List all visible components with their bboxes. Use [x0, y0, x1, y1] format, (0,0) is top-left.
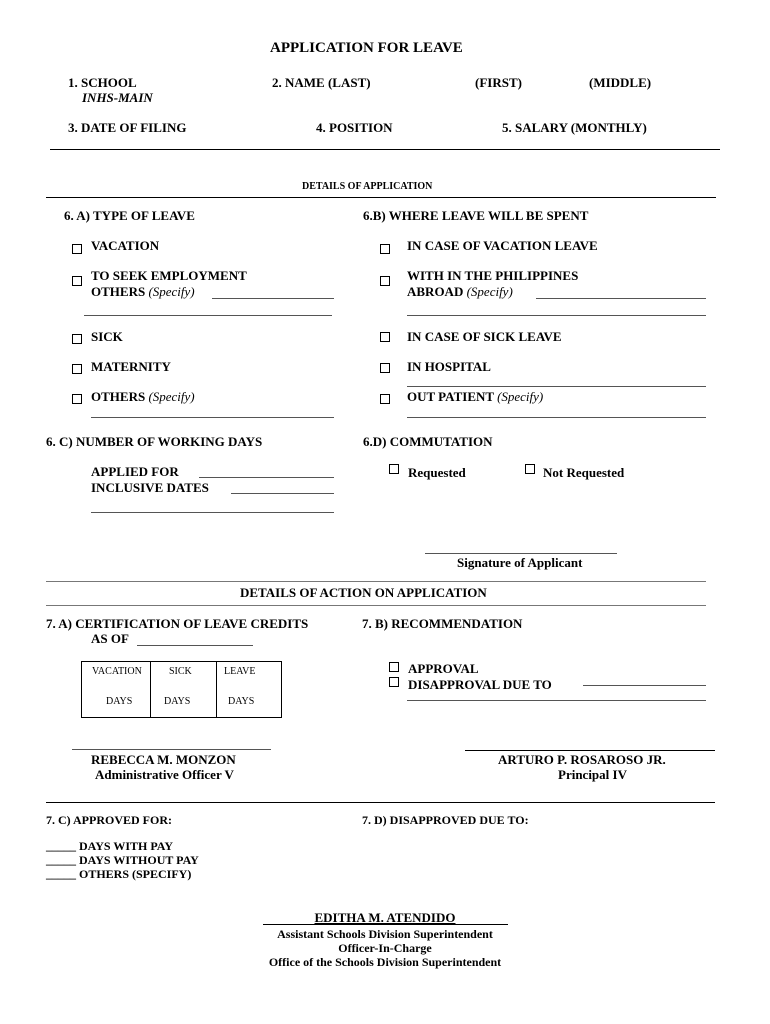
hospital-checkbox[interactable]	[380, 363, 390, 373]
atendido-title-2: Officer-In-Charge	[338, 941, 432, 955]
abroad-row	[407, 284, 513, 300]
as-of-field[interactable]	[137, 645, 253, 646]
school-label: 1. SCHOOL	[68, 75, 137, 90]
applicant-signature-line[interactable]	[425, 553, 617, 554]
others2-specify-field[interactable]	[91, 417, 334, 418]
sick-case-label: IN CASE OF SICK LEAVE	[407, 329, 562, 344]
not-requested-checkbox[interactable]	[525, 464, 535, 474]
sick-days: DAYS	[164, 696, 191, 707]
approval-label: APPROVAL	[408, 661, 479, 676]
vacation-case-label: IN CASE OF VACATION LEAVE	[407, 238, 598, 253]
commutation-heading: 6.D) COMMUTATION	[363, 434, 493, 449]
monzon-signature-line	[72, 749, 271, 750]
others-checkbox[interactable]	[72, 394, 82, 404]
others-specify-field[interactable]	[212, 298, 334, 299]
applied-for-field[interactable]	[199, 477, 334, 478]
school-value: INHS-MAIN	[82, 90, 153, 105]
as-of-label: AS OF	[91, 631, 129, 646]
atendido-name: EDITHA M. ATENDIDO	[314, 910, 456, 925]
divider	[46, 802, 715, 803]
days-without-pay: _____ DAYS WITHOUT PAY	[46, 853, 199, 867]
out-patient-row	[407, 389, 543, 405]
seek-employment-checkbox[interactable]	[72, 276, 82, 286]
approval-checkbox[interactable]	[389, 662, 399, 672]
out-patient-checkbox[interactable]	[380, 394, 390, 404]
others2-row	[91, 389, 195, 405]
disapproval-label: DISAPPROVAL DUE TO	[408, 677, 552, 692]
vacation-case-checkbox[interactable]	[380, 244, 390, 254]
requested-label: Requested	[408, 465, 466, 480]
name-first-label: (FIRST)	[475, 75, 522, 90]
rosaroso-name: ARTURO P. ROSAROSO JR.	[498, 752, 666, 767]
abroad-specify-field[interactable]	[536, 298, 706, 299]
maternity-checkbox[interactable]	[72, 364, 82, 374]
abroad-label: ABROAD	[407, 284, 464, 299]
applied-for-label: APPLIED FOR	[91, 464, 179, 479]
out-patient-label: OUT PATIENT	[407, 389, 494, 404]
position-label: 4. POSITION	[316, 120, 393, 135]
inclusive-dates-field[interactable]	[231, 493, 334, 494]
disapproval-reason-field[interactable]	[583, 685, 706, 686]
leave-col-header: LEAVE	[224, 666, 256, 677]
details-title: DETAILS OF APPLICATION	[302, 181, 433, 192]
specify-label: (Specify)	[148, 389, 195, 404]
leave-days: DAYS	[228, 696, 255, 707]
sick-label: SICK	[91, 329, 123, 344]
maternity-label: MATERNITY	[91, 359, 171, 374]
others-label: OTHERS	[91, 284, 146, 299]
out-patient-field[interactable]	[407, 417, 706, 418]
inclusive-dates-field-2[interactable]	[91, 512, 334, 513]
specify-label: (Specify)	[466, 284, 513, 299]
others-specify-approved: _____ OTHERS (SPECIFY)	[46, 867, 192, 881]
hospital-field[interactable]	[407, 386, 706, 387]
form-title: APPLICATION FOR LEAVE	[270, 40, 463, 56]
vacation-days: DAYS	[106, 696, 133, 707]
table-divider	[150, 661, 151, 718]
requested-checkbox[interactable]	[389, 464, 399, 474]
vacation-label: VACATION	[91, 238, 160, 253]
monzon-title: Administrative Officer V	[95, 767, 234, 782]
abroad-specify-field-2[interactable]	[407, 315, 706, 316]
sick-case-checkbox[interactable]	[380, 332, 390, 342]
recommendation-heading: 7. B) RECOMMENDATION	[362, 616, 523, 631]
divider	[46, 197, 716, 198]
others-specify-field-2[interactable]	[84, 315, 332, 316]
certification-heading: 7. A) CERTIFICATION OF LEAVE CREDITS	[46, 616, 309, 631]
atendido-title-3: Office of the Schools Division Superintendent	[268, 955, 502, 969]
table-divider	[216, 661, 217, 718]
vacation-col-header: VACATION	[92, 666, 142, 677]
name-middle-label: (MIDDLE)	[589, 75, 652, 90]
divider	[46, 581, 706, 582]
seek-employment-label: TO SEEK EMPLOYMENT	[91, 268, 247, 283]
action-title: DETAILS OF ACTION ON APPLICATION	[240, 585, 487, 600]
type-of-leave-heading: 6. A) TYPE OF LEAVE	[64, 208, 195, 223]
monzon-name: REBECCA M. MONZON	[91, 752, 236, 767]
disapproval-reason-field-2[interactable]	[407, 700, 706, 701]
within-ph-label: WITH IN THE PHILIPPINES	[407, 268, 579, 283]
vacation-checkbox[interactable]	[72, 244, 82, 254]
atendido-title-1: Assistant Schools Division Superintendent	[277, 927, 493, 941]
specify-label: (Specify)	[497, 389, 544, 404]
sick-checkbox[interactable]	[72, 334, 82, 344]
rosaroso-title: Principal IV	[558, 767, 627, 782]
rosaroso-signature-line	[465, 750, 715, 751]
within-ph-checkbox[interactable]	[380, 276, 390, 286]
disapproved-due-heading: 7. D) DISAPPROVED DUE TO:	[362, 813, 529, 827]
divider	[50, 149, 720, 150]
inclusive-dates-label: INCLUSIVE DATES	[91, 480, 209, 495]
hospital-label: IN HOSPITAL	[407, 359, 491, 374]
date-of-filing-label: 3. DATE OF FILING	[68, 120, 187, 135]
where-spent-heading: 6.B) WHERE LEAVE WILL BE SPENT	[363, 208, 589, 223]
others-specify-row	[91, 284, 195, 300]
salary-label: 5. SALARY (MONTHLY)	[502, 120, 647, 135]
sick-col-header: SICK	[169, 666, 192, 677]
days-with-pay: _____ DAYS WITH PAY	[46, 839, 174, 853]
divider	[46, 605, 706, 606]
name-last-label: 2. NAME (LAST)	[272, 75, 371, 90]
signature-of-applicant-label: Signature of Applicant	[457, 555, 583, 570]
not-requested-label: Not Requested	[543, 465, 625, 480]
atendido-signature-line	[263, 924, 508, 925]
specify-label: (Specify)	[148, 284, 195, 299]
working-days-heading: 6. C) NUMBER OF WORKING DAYS	[46, 434, 263, 449]
others2-label: OTHERS	[91, 389, 146, 404]
disapproval-checkbox[interactable]	[389, 677, 399, 687]
approved-for-heading: 7. C) APPROVED FOR:	[46, 813, 172, 827]
